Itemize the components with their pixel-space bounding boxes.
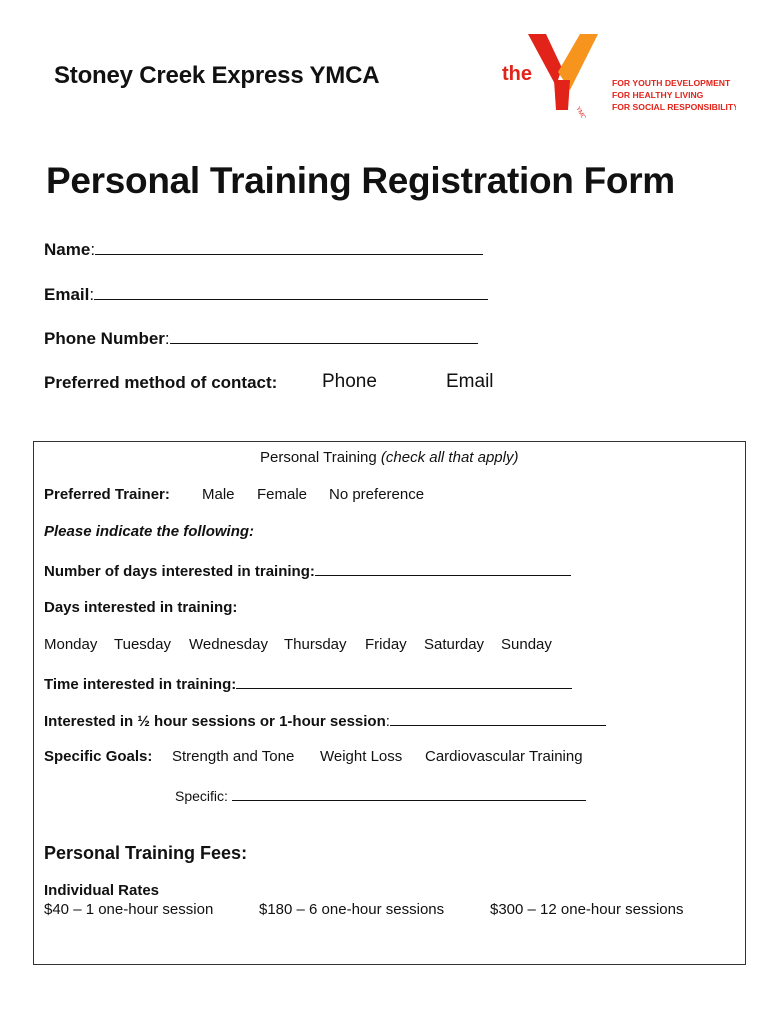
rate-1: $40 – 1 one-hour session [44,901,214,918]
name-label: Name [44,240,91,259]
phone-field[interactable]: Phone Number: [44,327,478,349]
session-field[interactable]: Interested in ½ hour sessions or 1-hour session: [44,711,606,731]
day-friday[interactable]: Friday [365,636,407,653]
trainer-option-no-preference[interactable]: No preference [329,486,425,503]
svg-text:the: the [502,63,532,85]
day-monday[interactable]: Monday [44,636,98,653]
num-days-label: Number of days interested in training: [44,563,315,580]
section-heading-note: (check all that apply) [380,449,519,466]
ymca-logo-icon [496,28,736,118]
email-input-line[interactable] [94,283,488,300]
session-input-line[interactable] [390,711,606,726]
session-label: Interested in ½ hour sessions or 1-hour session [44,713,386,730]
trainer-option-male[interactable]: Male [202,486,235,503]
section-heading [260,449,518,466]
goal-strength-tone[interactable]: Strength and Tone [172,748,295,765]
logo-tagline-2: FOR HEALTHY LIVING [612,90,704,100]
rate-12: $300 – 12 one-hour sessions [490,901,684,918]
rates-label: Individual Rates [44,882,160,899]
day-sunday[interactable]: Sunday [501,636,552,653]
specific-field[interactable] [175,787,586,806]
contact-option-email[interactable]: Email [446,371,494,392]
logo-tagline-1: FOR YOUTH DEVELOPMENT [612,78,731,88]
logo-tagline-3: FOR SOCIAL RESPONSIBILITY [612,102,736,112]
email-label: Email [44,285,90,304]
specific-label: Specific: [175,788,228,804]
time-input-line[interactable] [236,674,572,689]
svg-text:YMCA: YMCA [574,106,589,118]
goal-cardiovascular[interactable]: Cardiovascular Training [425,748,583,765]
day-wednesday[interactable]: Wednesday [189,636,268,653]
contact-method-label: Preferred method of contact: [44,373,278,392]
trainer-label: Preferred Trainer: [44,486,170,503]
trainer-option-female[interactable]: Female [257,486,308,503]
day-saturday[interactable]: Saturday [424,636,485,653]
section-heading-text: Personal Training [260,449,377,466]
phone-input-line[interactable] [170,327,478,344]
day-thursday[interactable]: Thursday [284,636,347,653]
name-field[interactable]: Name: [44,238,483,260]
time-field[interactable] [44,674,572,694]
days-label: Days interested in training: [44,599,238,616]
time-label: Time interested in training: [44,676,237,693]
goals-label: Specific Goals: [44,748,153,765]
day-tuesday[interactable]: Tuesday [114,636,171,653]
organization-name: Stoney Creek Express YMCA [54,62,380,89]
specific-input-line[interactable] [232,787,586,801]
ymca-logo [496,28,736,118]
num-days-input-line[interactable] [315,561,571,576]
fees-heading: Personal Training Fees: [44,843,248,863]
num-days-field[interactable] [44,561,571,581]
phone-label: Phone Number [44,329,165,348]
indicate-label: Please indicate the following: [44,523,255,540]
goal-weight-loss[interactable]: Weight Loss [320,748,403,765]
email-field[interactable]: Email: [44,283,488,305]
form-title: Personal Training Registration Form [46,160,675,201]
rate-6: $180 – 6 one-hour sessions [259,901,445,918]
contact-option-phone[interactable]: Phone [322,371,377,392]
name-input-line[interactable] [95,238,483,255]
